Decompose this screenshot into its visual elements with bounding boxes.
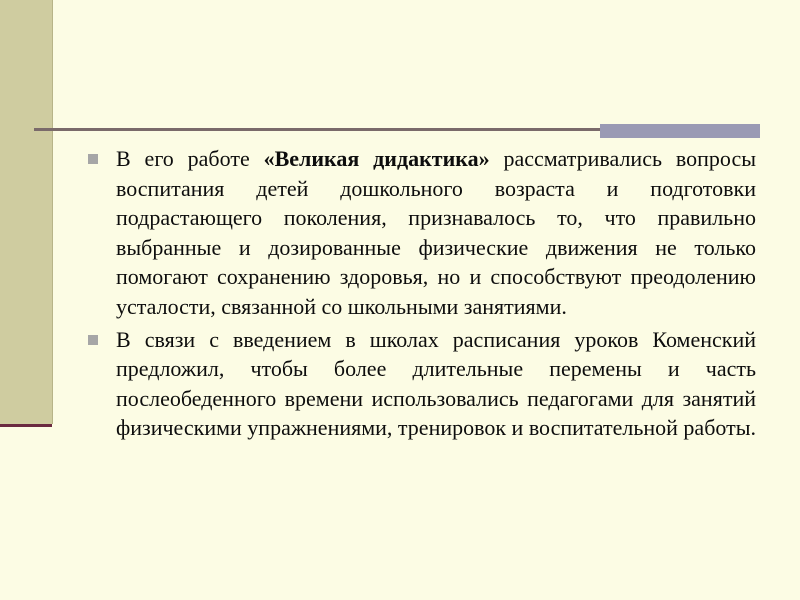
slide-body bbox=[88, 144, 756, 446]
bullet-item-2 bbox=[88, 325, 756, 443]
bullet-item-1 bbox=[88, 144, 756, 322]
book-title: «Великая дидактика» bbox=[263, 146, 490, 171]
bullet-1-text-start: В его работе bbox=[116, 146, 264, 171]
square-bullet-icon bbox=[88, 335, 98, 345]
square-bullet-icon bbox=[88, 154, 98, 164]
title-accent-block bbox=[600, 124, 760, 138]
side-accent-rule bbox=[0, 424, 52, 427]
side-accent-bar bbox=[0, 0, 53, 424]
bullet-2-text: В связи с введением в школах расписания уроков Коменский предложил, чтобы более длительные перемены и часть послеобеденного времени использовались педагогами для занятий физическими упражнениями, тренировок и воспитательной работы. bbox=[116, 326, 756, 441]
bullet-1-text-end: рассматривались вопросы воспитания детей дошкольного возраста и подготовки подрастающего поколения, признавалось то, что правильно выбранные и дозированные физические движения не только помогают сохранению здоровья, но и способствуют преодолению усталости, связанной со школьными занятиями. bbox=[116, 146, 756, 319]
